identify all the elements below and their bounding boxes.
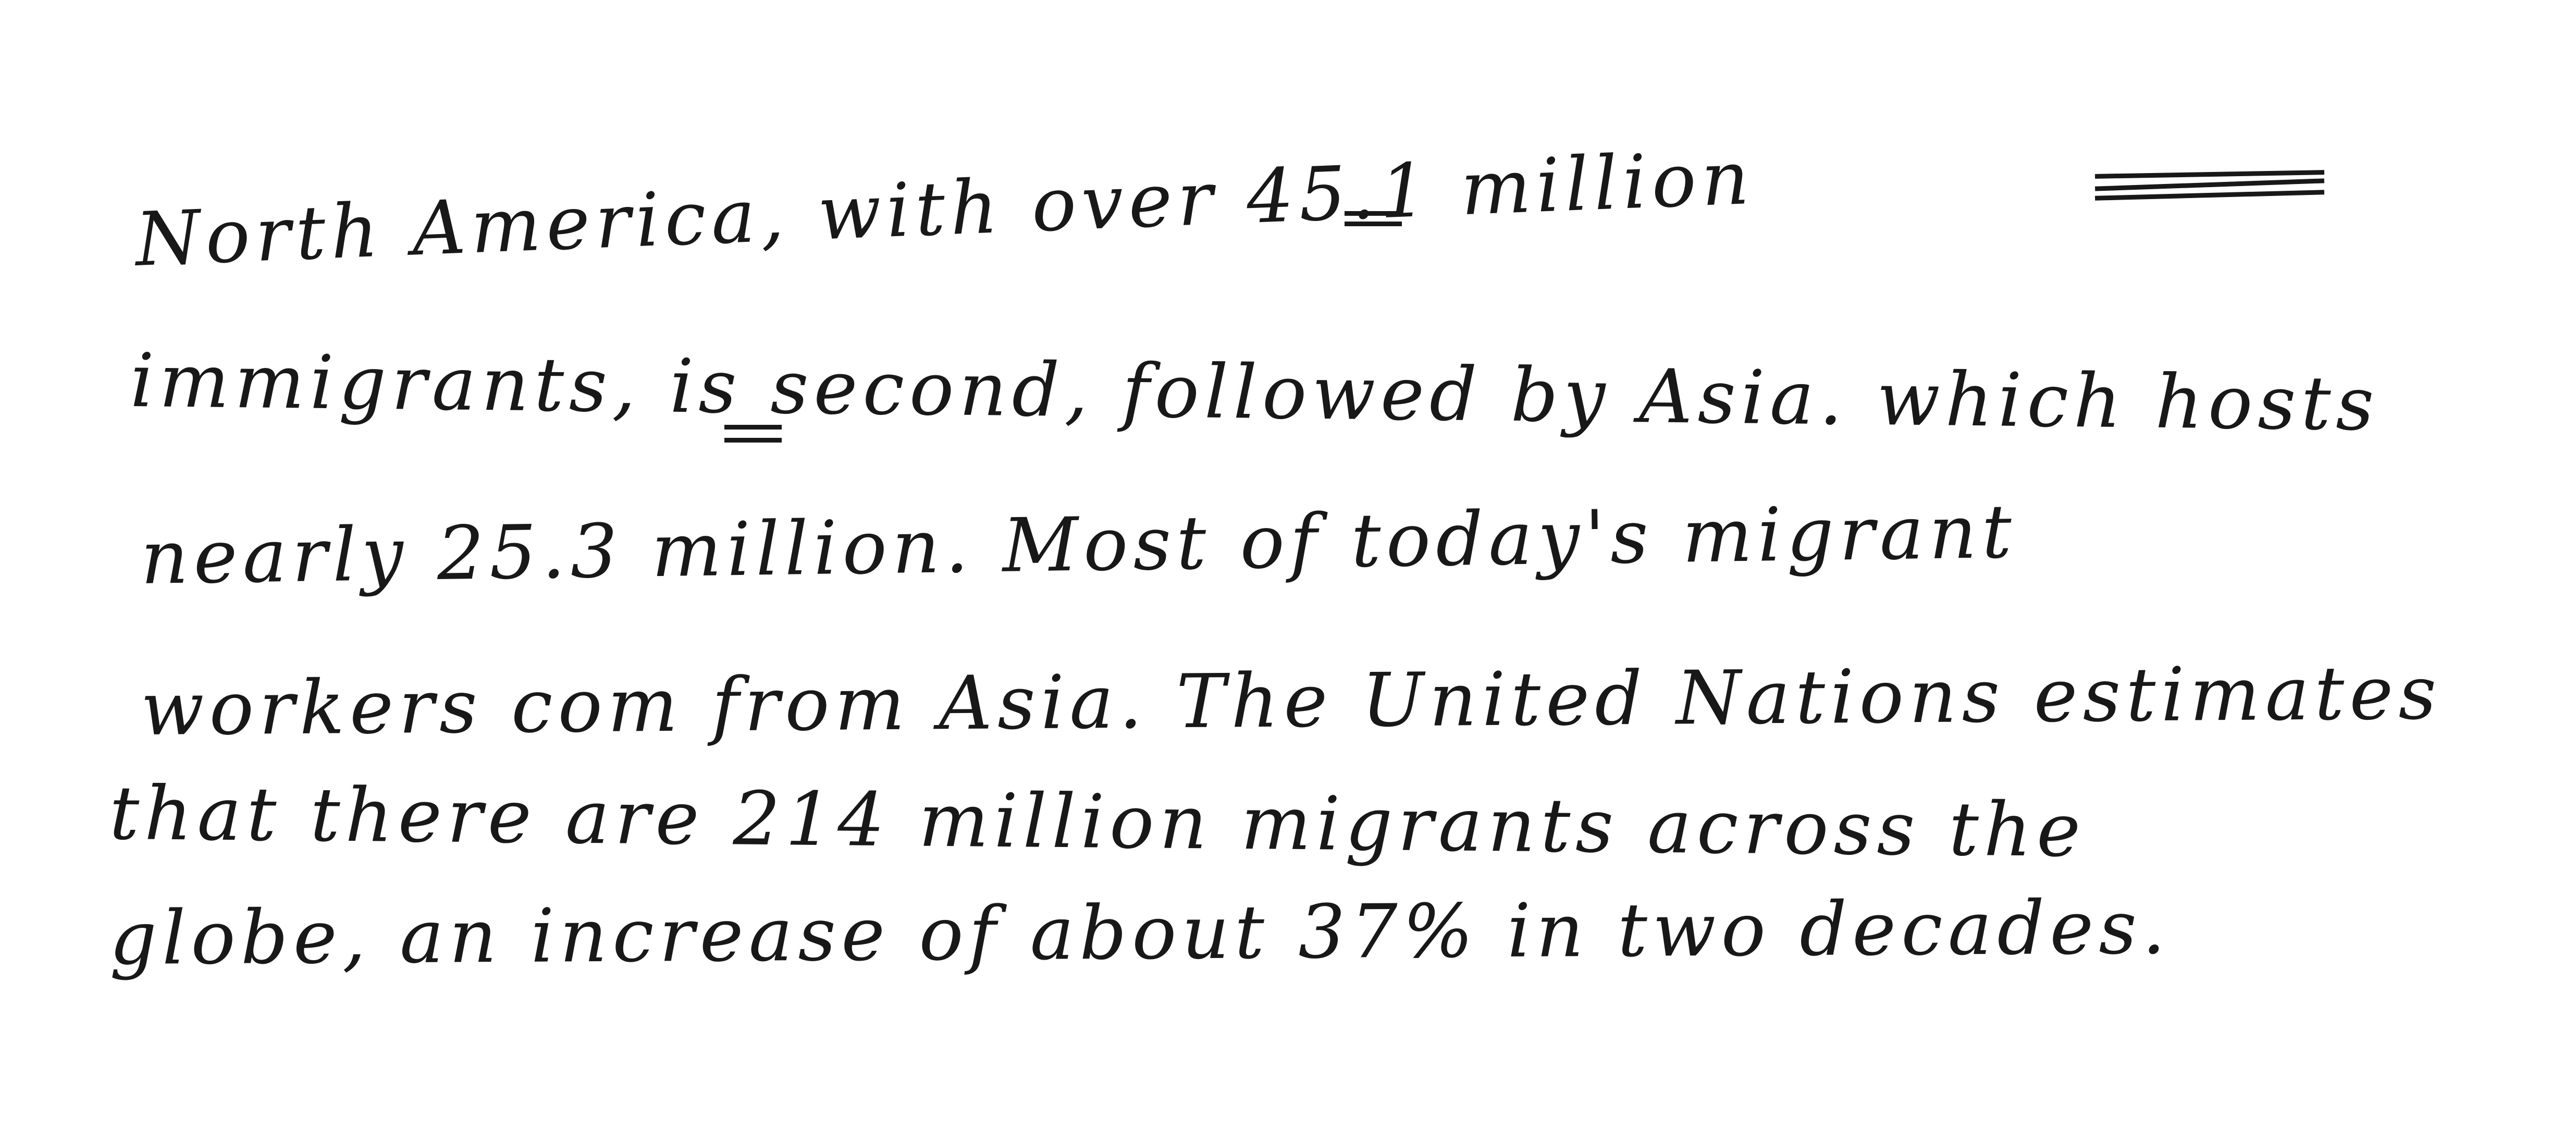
text-line-6: globe, an increase of about 37% in two decades. — [109, 885, 2171, 981]
text-line-3: nearly 25.3 million. Most of today's migrant — [140, 488, 2017, 601]
strikethrough-mark — [2095, 190, 2324, 201]
text-line-4: workers com from Asia. The United Nations estimates — [140, 650, 2442, 752]
strikethrough-mark — [724, 438, 782, 443]
strikethrough-mark — [2095, 170, 2324, 179]
strikethrough-mark — [724, 425, 782, 430]
strikethrough-mark — [1345, 211, 1402, 216]
strikethrough-mark — [1345, 222, 1402, 226]
text-line-1: North America, with over 45.1 million — [133, 134, 1756, 283]
text-line-5: that there are 214 million migrants across the — [109, 770, 2086, 874]
text-line-2: immigrants, is second, followed by Asia. which hosts — [130, 338, 2380, 448]
strikethrough-mark — [2095, 178, 2324, 191]
